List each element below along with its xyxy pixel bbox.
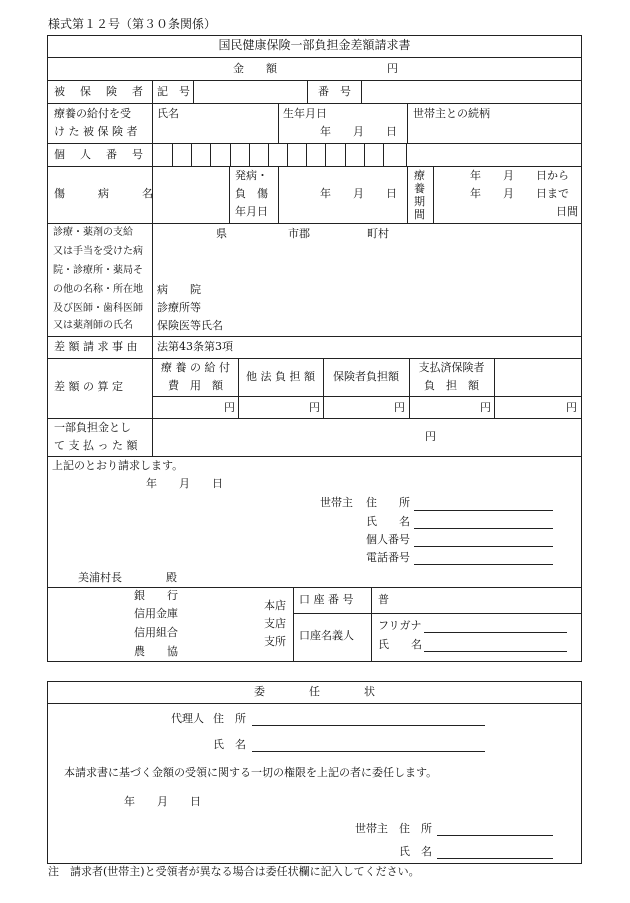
calc-h4-l1: 支払済保険者 [418, 361, 485, 374]
number-label: 番 号 [318, 85, 351, 98]
onset-label-1: 発病・ [235, 169, 268, 182]
provider-label-1: 診療・薬剤の支給 [53, 227, 133, 238]
delegator-name-label: 氏 名 [399, 845, 432, 858]
delegation-title: 委 任 状 [254, 685, 375, 698]
recipient-label-1: 療養の給付を受 [54, 107, 131, 120]
reason-label: 差 額 請 求 事 由 [54, 340, 138, 353]
paid-label-2: て 支 払 っ た 額 [54, 439, 138, 452]
provider-label-2: 又は手当を受けた病 [53, 246, 143, 257]
paid-label-1: 一部負担金とし [54, 421, 131, 434]
agent-address-label: 住 所 [213, 712, 246, 725]
clinic-label: 診療所等 [157, 301, 201, 314]
account-no-label: 口 座 番 号 [299, 593, 354, 606]
period-days: 日間 [556, 205, 578, 218]
provider-label-4: の他の名称・所在地 [53, 284, 143, 295]
calc-yen-5: 円 [566, 401, 577, 414]
bank-type-2: 信用金庫 [134, 607, 178, 620]
delegator-address-label: 住 所 [399, 822, 432, 835]
period-from: 年 月 日から [470, 169, 569, 182]
period-label-3: 期 [414, 195, 425, 208]
head-label: 世帯主 [320, 496, 353, 509]
calc-h1-l2: 費 用 額 [168, 379, 223, 392]
request-date: 年 月 日 [146, 477, 223, 490]
calc-h3: 保険者負担額 [333, 370, 399, 383]
delegation-statement: 本請求書に基づく金額の受領に関する一切の権限を上記の者に委任します。 [64, 766, 438, 779]
recipient-name-label: 氏名 [157, 107, 179, 120]
delegator-label: 世帯主 [355, 822, 388, 835]
town-label: 町村 [367, 227, 389, 240]
recipient-label-2: け た 被 保 険 者 [54, 125, 138, 138]
disease-label: 傷 病 名 [54, 187, 153, 200]
account-type: 普 [378, 593, 389, 606]
paid-yen: 円 [425, 430, 436, 443]
head-personal-no-label: 個人番号 [366, 533, 410, 546]
insured-label: 被 保 険 者 [54, 85, 145, 98]
request-statement: 上記のとおり請求します。 [52, 459, 184, 472]
amount-unit: 円 [387, 62, 398, 75]
calc-yen-2: 円 [309, 401, 320, 414]
amount-label: 金 額 [233, 62, 277, 75]
furigana-label: フリガナ [378, 619, 422, 632]
calc-yen-4: 円 [480, 401, 491, 414]
provider-label-6: 又は薬剤師の氏名 [53, 320, 133, 331]
holder-name-label: 氏 名 [378, 638, 422, 651]
period-to: 年 月 日まで [470, 187, 569, 200]
delegation-date: 年 月 日 [124, 795, 201, 808]
calc-h4-l2: 負 担 額 [424, 379, 479, 392]
calc-h2: 他 法 負 担 額 [246, 370, 315, 383]
branch-1: 本店 [264, 599, 286, 612]
period-label-4: 間 [414, 208, 425, 221]
calc-yen-1: 円 [224, 401, 235, 414]
delegator-name-line[interactable] [437, 858, 553, 859]
agent-address-line[interactable] [252, 725, 485, 726]
symbol-label: 記 号 [157, 85, 190, 98]
bank-type-3: 信用組合 [134, 626, 178, 639]
onset-date: 年 月 日 [320, 187, 397, 200]
provider-label-3: 院・診療所・薬局そ [53, 265, 143, 276]
doctor-label: 保険医等氏名 [157, 319, 223, 332]
footnote: 注 請求者(世帯主)と受領者が異なる場合は委任状欄に記入してください。 [48, 865, 420, 878]
addressee: 美浦村長 殿 [78, 571, 177, 584]
agent-name-label: 氏 名 [213, 738, 246, 751]
reason-value: 法第43条第3項 [157, 340, 233, 353]
onset-label-3: 年月日 [235, 205, 268, 218]
dob-label: 生年月日 [283, 107, 327, 120]
form-number: 様式第１２号（第３０条関係） [48, 17, 217, 31]
delegator-address-line[interactable] [437, 835, 553, 836]
calc-yen-3: 円 [394, 401, 405, 414]
form-title: 国民健康保険一部負担金差額請求書 [218, 38, 411, 52]
head-name-label: 氏 名 [366, 515, 410, 528]
relation-label: 世帯主との続柄 [413, 107, 490, 120]
personal-number-label: 個 人 番 号 [54, 148, 145, 161]
dob-ymd: 年 月 日 [320, 125, 397, 138]
period-label-1: 療 [414, 169, 425, 182]
agent-name-line[interactable] [252, 751, 485, 752]
city-label: 市郡 [288, 227, 310, 240]
onset-label-2: 負 傷 [235, 187, 268, 200]
bank-type-1: 銀 行 [134, 589, 178, 602]
head-address-label: 住 所 [366, 496, 410, 509]
head-phone-label: 電話番号 [366, 551, 410, 564]
agent-label: 代理人 [171, 712, 204, 725]
branch-3: 支所 [264, 635, 286, 648]
provider-label-5: 及び医師・歯科医師 [53, 303, 143, 314]
pref-label: 県 [216, 227, 227, 240]
calc-label: 差 額 の 算 定 [54, 380, 123, 393]
period-label-2: 養 [414, 182, 425, 195]
bank-type-4: 農 協 [134, 645, 178, 658]
calc-h1-l1: 療 養 の 給 付 [161, 361, 230, 374]
hospital-label: 病 院 [157, 283, 201, 296]
branch-2: 支店 [264, 617, 286, 630]
account-holder-label: 口座名義人 [299, 629, 354, 642]
